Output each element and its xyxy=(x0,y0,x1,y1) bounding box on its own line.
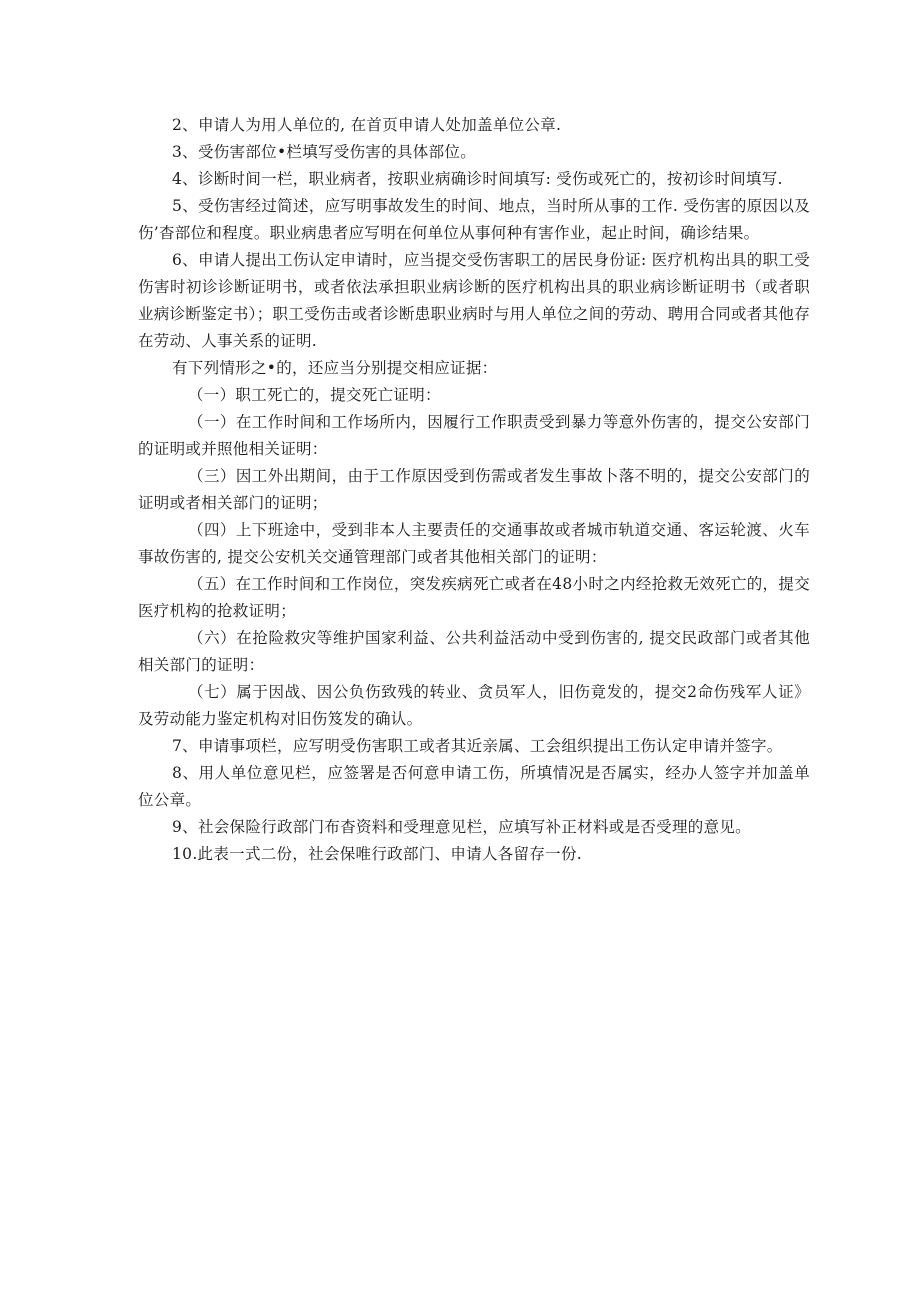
note-paragraph: 3、受伤害部位•栏填写受伤害的具体部位。 xyxy=(172,143,477,161)
note-paragraph: 4、诊断时间一栏，职业病者，按职业病确诊时间填写: 受伤或死亡的，按初诊时间填写. xyxy=(172,170,783,188)
evidence-item: （七）属于因战、因公负伤致残的转业、贪员军人，旧伤竟发的，提交2命伤残军人证》及劳动能力鉴定机构对旧伤笈发的确认。 xyxy=(138,683,810,728)
note-paragraph: 5、受伤害经过简述，应写明事故发生的时间、地点，当时所从事的工作. 受伤害的原因以及伤’杳部位和程度。职业病患者应写明在何单位从事何种有害作业，起止时间，确诊结果。 xyxy=(138,197,810,242)
document-body xyxy=(138,112,810,868)
evidence-item: （三）因工外出期间，由于工作原因受到伤需或者发生事故卜落不明的，提交公安部门的证明或者相关部门的证明； xyxy=(138,467,810,512)
evidence-intro: 有下列情形之•的，还应当分别提交相应证据： xyxy=(172,359,498,377)
evidence-item: （一）职工死亡的，提交死亡证明： xyxy=(188,386,441,404)
evidence-item: （六）在抢险救灾等维护国家利益、公共利益活动中受到伤害的, 提交民政部门或者其他相关部门的证明： xyxy=(138,629,810,674)
evidence-item: （四）上下班途中，受到非本人主要责任的交通事故或者城市轨道交通、客运轮渡、火车事故伤害的, 提交公安机关交通管理部门或者其他相关部门的证明： xyxy=(138,521,810,566)
note-paragraph: 7、申请事项栏，应写明受伤害职工或者其近亲属、工会组织提出工伤认定申请并签字。 xyxy=(172,737,783,755)
note-paragraph: 2、申请人为用人单位的, 在首页申请人处加盖单位公章. xyxy=(172,116,562,134)
note-paragraph: 8、用人单位意见栏，应签署是否何意申请工伤，所填情况是否属实，经办人签字并加盖单位公章。 xyxy=(138,764,810,809)
note-paragraph: 6、申请人提出工伤认定申请时，应当提交受伤害职工的居民身份证: 医疗机构出具的职工受伤害时初诊诊断证明书，或者依法承担职业病诊断的医疗机构出具的职业病诊断证明书（或者职业病诊断鉴定书）；职工受伤击或者诊断患职业病时与用人单位之间的劳动、聘用合同或者其他存在劳动、人事关系的证明. xyxy=(138,251,810,350)
evidence-item: （五）在工作时间和工作岗位，突发疾病死亡或者在48小时之内经抢救无效死亡的，提交医疗机构的抢救证明； xyxy=(138,575,810,620)
evidence-item: （一）在工作时间和工作场所内，因履行工作职责受到暴力等意外伤害的，提交公安部门的证明或并照他相关证明： xyxy=(138,413,810,458)
note-paragraph: 9、社会保险行政部门布杳资料和受理意见栏，应填写补正材料或是否受理的意见。 xyxy=(172,818,751,836)
note-paragraph: 10.此表一式二份，社会保唯行政部门、申请人各留存一份. xyxy=(172,845,582,863)
